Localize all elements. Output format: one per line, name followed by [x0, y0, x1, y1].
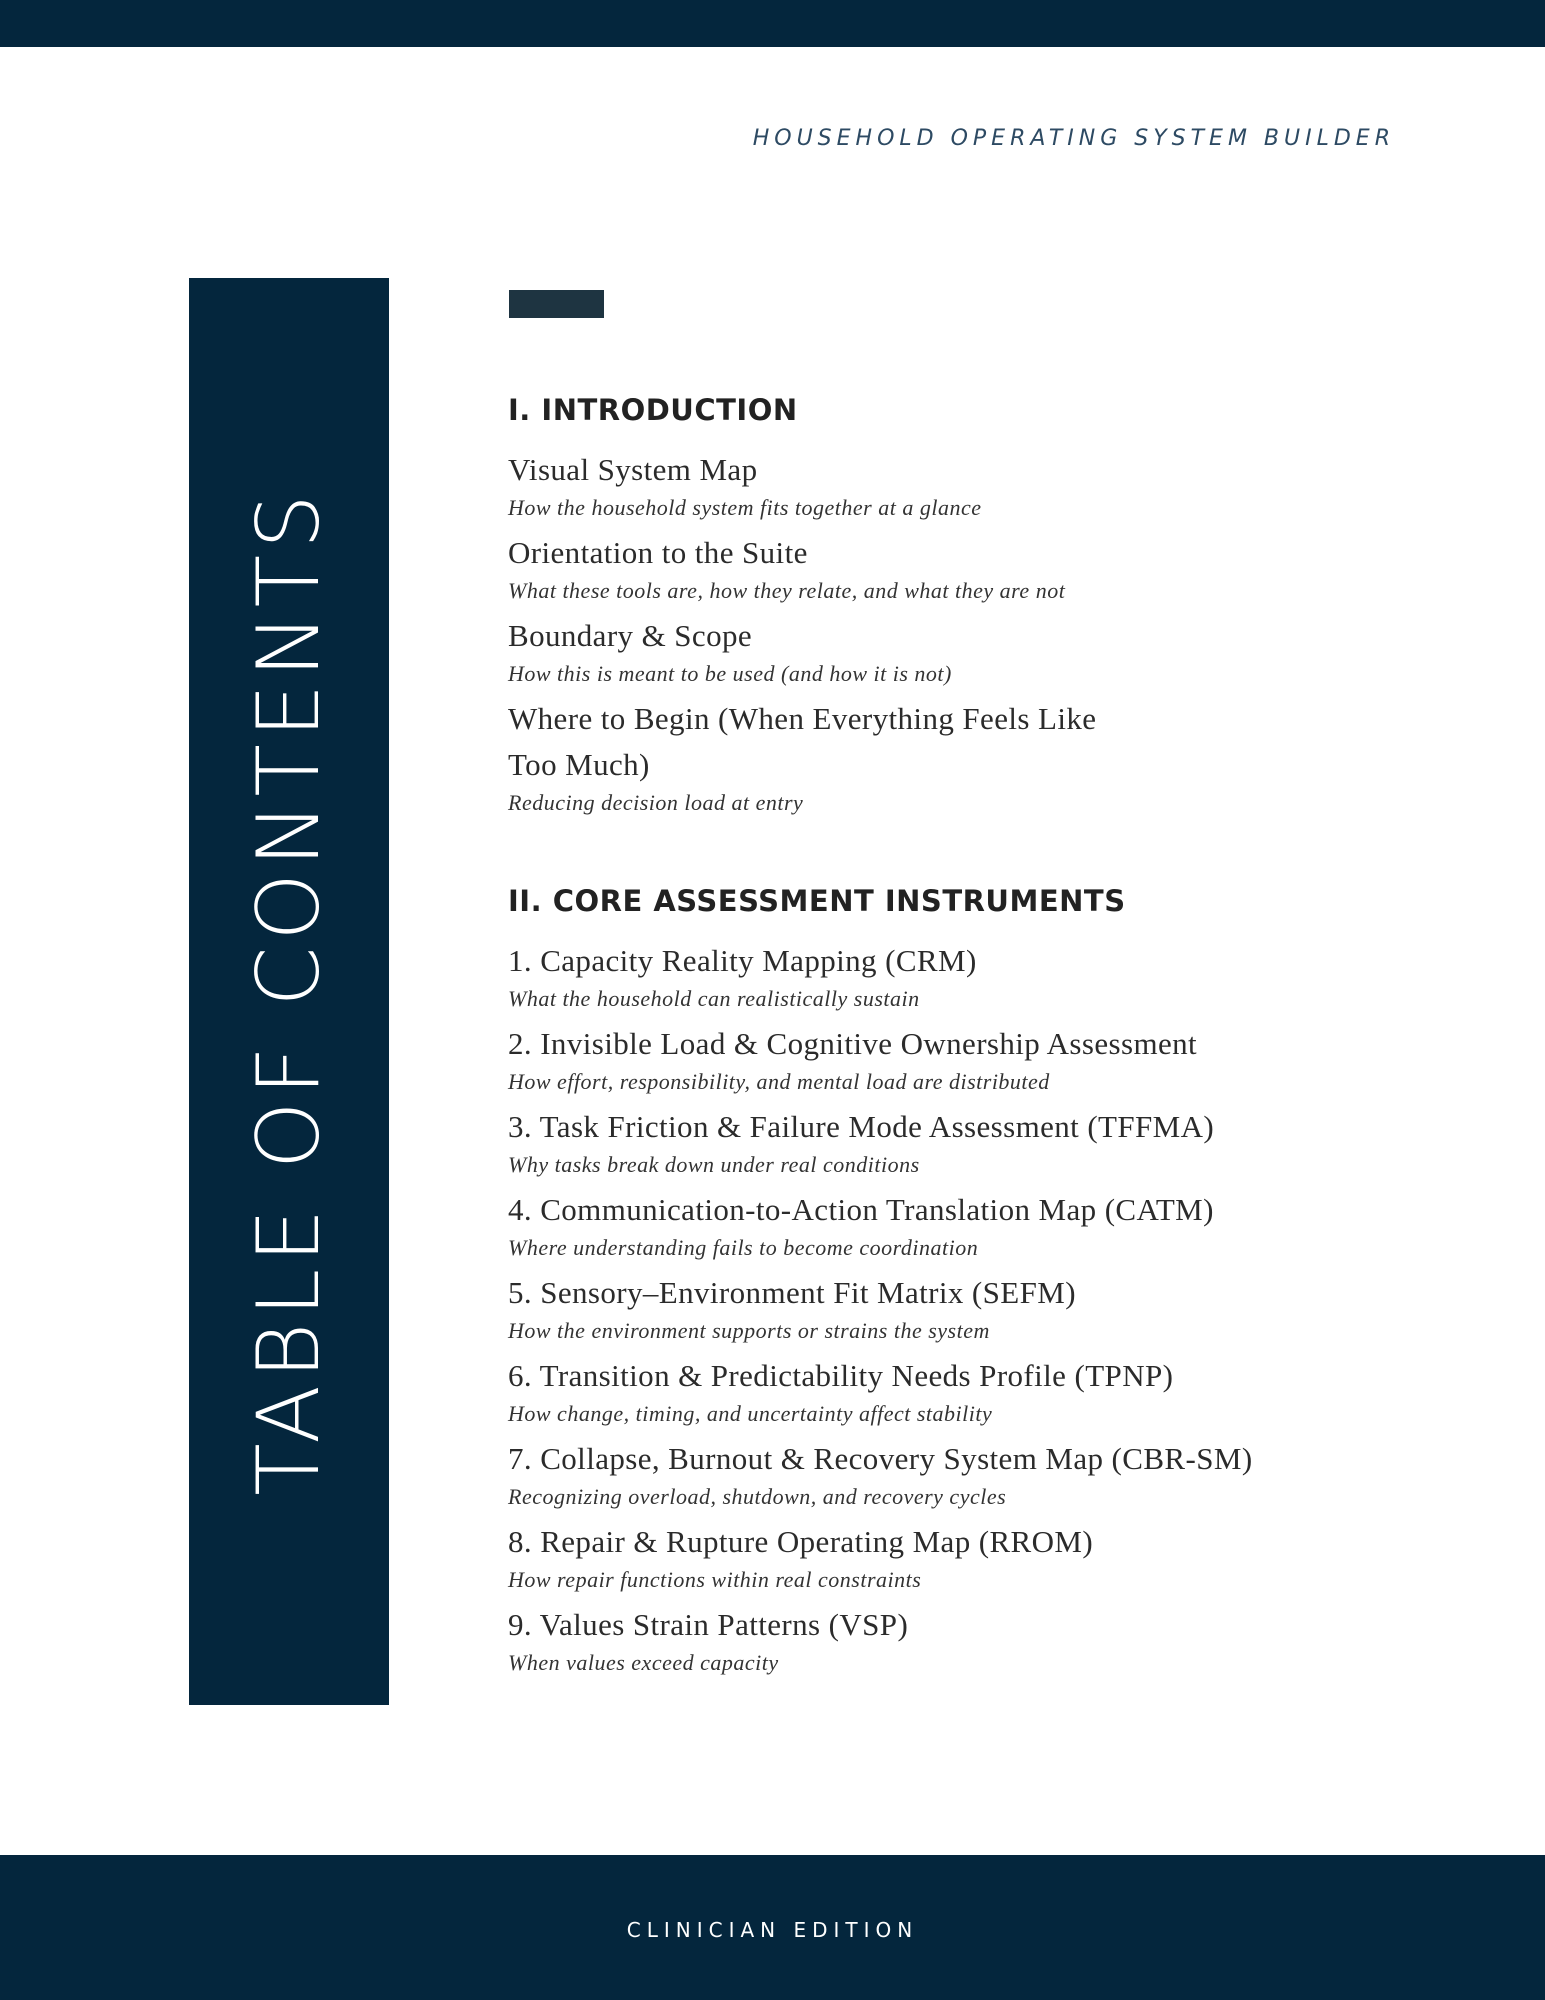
toc-entry[interactable]: [508, 1270, 1408, 1346]
toc-entry-subtitle: What the household can realistically sustain: [508, 985, 920, 1011]
table-of-contents-title: TABLE OF CONTENTS: [239, 487, 339, 1496]
toc-entry-subtitle: How the environment supports or strains the system: [508, 1317, 990, 1343]
toc-entry-title: 1. Capacity Reality Mapping (CRM): [508, 942, 977, 978]
toc-entry[interactable]: [508, 1602, 1408, 1678]
footer-bar: [0, 1855, 1545, 2000]
top-bar: [0, 0, 1545, 47]
toc-entry-subtitle: Recognizing overload, shutdown, and recovery cycles: [508, 1483, 1007, 1509]
toc-entry[interactable]: [508, 938, 1408, 1014]
toc-entry-title: 3. Task Friction & Failure Mode Assessment (TFFMA): [508, 1108, 1215, 1144]
toc-entry-title: Visual System Map: [508, 451, 758, 487]
toc-entry-title: Orientation to the Suite: [508, 534, 808, 570]
toc-entry[interactable]: [508, 1436, 1408, 1512]
section-heading: II. CORE ASSESSMENT INSTRUMENTS: [508, 883, 1126, 918]
toc-entry-subtitle: How the household system fits together at a glance: [508, 494, 982, 520]
toc-entry-title: 2. Invisible Load & Cognitive Ownership Assessment: [508, 1025, 1198, 1061]
toc-entry[interactable]: [508, 1519, 1408, 1595]
toc-entry-subtitle: Where understanding fails to become coordination: [508, 1234, 979, 1260]
toc-entry-subtitle: Reducing decision load at entry: [508, 789, 804, 815]
section-core-assessment-instruments: [508, 884, 1408, 1678]
toc-entry[interactable]: [508, 1104, 1408, 1180]
section-heading: I. INTRODUCTION: [508, 393, 798, 427]
toc-entry[interactable]: [508, 1187, 1408, 1263]
side-panel: [189, 278, 389, 1705]
toc-entry[interactable]: [508, 1353, 1408, 1429]
document-header-title: HOUSEHOLD OPERATING SYSTEM BUILDER: [752, 126, 1395, 151]
accent-bar: [509, 290, 604, 318]
toc-entry-title: 8. Repair & Rupture Operating Map (RROM): [508, 1523, 1094, 1559]
toc-entry[interactable]: [508, 447, 1408, 523]
toc-entry-title: 7. Collapse, Burnout & Recovery System Map (CBR-SM): [508, 1440, 1253, 1476]
section-introduction: [508, 393, 1408, 818]
toc-entry-title: 9. Values Strain Patterns (VSP): [508, 1606, 909, 1642]
toc-entry-subtitle: What these tools are, how they relate, and what they are not: [508, 577, 1066, 603]
toc-entry[interactable]: [508, 613, 1408, 689]
toc-entry[interactable]: [508, 696, 1408, 818]
table-of-contents: [508, 393, 1408, 1685]
toc-entry-title: Where to Begin (When Everything Feels Like Too Much): [508, 700, 1097, 782]
toc-entry-subtitle: When values exceed capacity: [508, 1649, 779, 1675]
footer-edition-label: CLINICIAN EDITION: [626, 1918, 919, 1942]
toc-entry-title: 4. Communication-to-Action Translation Map (CATM): [508, 1191, 1214, 1227]
toc-entry[interactable]: [508, 1021, 1408, 1097]
toc-entry-subtitle: How effort, responsibility, and mental load are distributed: [508, 1068, 1050, 1094]
toc-entry[interactable]: [508, 530, 1408, 606]
toc-entry-title: 5. Sensory–Environment Fit Matrix (SEFM): [508, 1274, 1076, 1310]
toc-entry-title: Boundary & Scope: [508, 617, 753, 653]
toc-entry-subtitle: How repair functions within real constraints: [508, 1566, 922, 1592]
toc-entry-subtitle: How this is meant to be used (and how it is not): [508, 660, 952, 686]
toc-entry-subtitle: Why tasks break down under real conditions: [508, 1151, 920, 1177]
toc-entry-title: 6. Transition & Predictability Needs Profile (TPNP): [508, 1357, 1174, 1393]
toc-entry-subtitle: How change, timing, and uncertainty affect stability: [508, 1400, 993, 1426]
